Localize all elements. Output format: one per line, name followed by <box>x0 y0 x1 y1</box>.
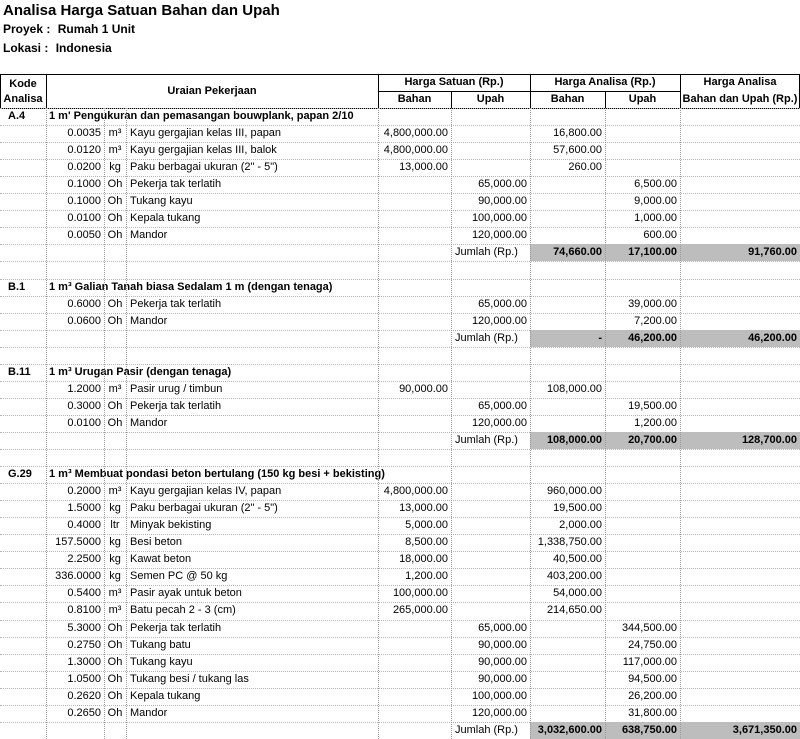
item-description: Kayu gergajian kelas IV, papan <box>130 485 282 498</box>
item-unit: Oh <box>107 416 123 429</box>
total-bahan: 3,032,600.00 <box>537 723 602 736</box>
total-upah: 20,700.00 <box>628 433 677 446</box>
header-col-border <box>680 74 681 108</box>
item-description: Tukang kayu <box>130 655 193 668</box>
harga-analisa-total-header-line2: Bahan dan Upah (Rp.) <box>682 93 798 105</box>
item-hs-bahan: 13,000.00 <box>399 502 448 515</box>
item-ha-bahan: 2,000.00 <box>559 519 602 532</box>
item-ha-upah: 9,000.00 <box>634 195 677 208</box>
item-unit: Oh <box>107 638 123 651</box>
item-coefficient: 0.4000 <box>67 519 101 532</box>
project-value: Rumah 1 Unit <box>57 22 136 36</box>
column-line <box>46 108 47 739</box>
item-ha-upah: 39,000.00 <box>628 297 677 310</box>
item-description: Besi beton <box>130 536 182 549</box>
item-hs-upah: 90,000.00 <box>478 672 527 685</box>
jumlah-label: Jumlah (Rp.) <box>455 331 518 344</box>
item-unit: Oh <box>107 297 123 310</box>
item-unit: m³ <box>108 587 122 600</box>
item-ha-bahan: 260.00 <box>568 161 602 174</box>
item-coefficient: 0.0100 <box>67 416 101 429</box>
item-coefficient: 0.1000 <box>67 195 101 208</box>
column-line <box>104 108 105 739</box>
item-description: Minyak bekisting <box>130 519 212 532</box>
item-coefficient: 0.2000 <box>67 485 101 498</box>
item-ha-bahan: 54,000.00 <box>553 587 602 600</box>
item-hs-upah: 100,000.00 <box>471 689 527 702</box>
item-ha-bahan: 57,600.00 <box>553 144 602 157</box>
item-coefficient: 0.0120 <box>67 144 101 157</box>
item-unit: m³ <box>108 144 122 157</box>
item-hs-upah: 100,000.00 <box>471 212 527 225</box>
item-unit: m³ <box>108 485 122 498</box>
hs-bahan-header: Bahan <box>397 93 432 105</box>
item-description: Batu pecah 2 - 3 (cm) <box>130 604 236 617</box>
item-description: Mandor <box>130 706 168 719</box>
harga-satuan-header: Harga Satuan (Rp.) <box>404 76 504 88</box>
total-upah: 638,750.00 <box>621 723 677 736</box>
item-coefficient: 2.2500 <box>67 553 101 566</box>
item-unit: Oh <box>107 212 123 225</box>
column-line <box>530 108 531 739</box>
item-coefficient: 0.0600 <box>67 314 101 327</box>
item-ha-upah: 94,500.00 <box>628 672 677 685</box>
location-label: Lokasi : <box>3 41 49 55</box>
item-coefficient: 0.0200 <box>67 161 101 174</box>
item-ha-upah: 31,800.00 <box>628 706 677 719</box>
item-hs-upah: 65,000.00 <box>478 399 527 412</box>
column-line <box>126 108 127 739</box>
item-hs-upah: 120,000.00 <box>471 706 527 719</box>
ha-upah-header: Upah <box>628 93 657 105</box>
header-col-border <box>46 74 47 108</box>
item-unit: kg <box>109 536 121 549</box>
item-hs-bahan: 5,000.00 <box>405 519 448 532</box>
item-coefficient: 0.2750 <box>67 638 101 651</box>
item-description: Pekerja tak terlatih <box>130 297 222 310</box>
item-hs-bahan: 8,500.00 <box>405 536 448 549</box>
item-description: Kayu gergajian kelas III, papan <box>130 127 282 140</box>
total-bahan: 108,000.00 <box>546 433 602 446</box>
item-description: Kayu gergajian kelas III, balok <box>130 144 277 157</box>
section-code: G.29 <box>8 468 32 481</box>
item-ha-upah: 26,200.00 <box>628 689 677 702</box>
grand-total: 128,700.00 <box>741 433 797 446</box>
item-coefficient: 0.1000 <box>67 178 101 191</box>
item-unit: kg <box>109 553 121 566</box>
item-coefficient: 0.0050 <box>67 229 101 242</box>
grand-total: 3,671,350.00 <box>732 723 797 736</box>
item-description: Pasir urug / timbun <box>130 382 223 395</box>
item-ha-upah: 1,000.00 <box>634 212 677 225</box>
item-unit: m³ <box>108 382 122 395</box>
item-description: Paku berbagai ukuran (2" - 5") <box>130 161 278 174</box>
item-hs-bahan: 4,800,000.00 <box>383 127 448 140</box>
hs-upah-header: Upah <box>476 93 505 105</box>
item-coefficient: 0.6000 <box>67 297 101 310</box>
item-hs-upah: 90,000.00 <box>478 638 527 651</box>
item-hs-upah: 90,000.00 <box>478 655 527 668</box>
item-description: Pekerja tak terlatih <box>130 399 222 412</box>
project-line <box>3 22 135 36</box>
item-hs-upah: 65,000.00 <box>478 178 527 191</box>
item-ha-upah: 7,200.00 <box>634 314 677 327</box>
item-unit: ltr <box>110 519 120 532</box>
item-ha-bahan: 214,650.00 <box>546 604 602 617</box>
item-unit: Oh <box>107 621 123 634</box>
project-label: Proyek : <box>3 22 51 36</box>
item-coefficient: 1.2000 <box>67 382 101 395</box>
harga-analisa-total-header: Harga Analisa <box>703 76 777 88</box>
kode-header: Kode <box>9 78 37 90</box>
item-hs-bahan: 100,000.00 <box>392 587 448 600</box>
item-ha-upah: 6,500.00 <box>634 178 677 191</box>
location-value: Indonesia <box>55 41 112 55</box>
item-ha-upah: 117,000.00 <box>622 655 677 668</box>
item-coefficient: 0.0035 <box>67 127 101 140</box>
header-col-border <box>378 74 379 108</box>
section-title: 1 m³ Membuat pondasi beton bertulang (150 kg besi + bekisting) <box>49 468 385 481</box>
item-unit: Oh <box>107 314 123 327</box>
item-unit: m³ <box>108 604 122 617</box>
item-coefficient: 1.3000 <box>67 655 101 668</box>
section-title: 1 m³ Urugan Pasir (dengan tenaga) <box>49 365 232 378</box>
item-ha-upah: 24,750.00 <box>628 638 677 651</box>
jumlah-label: Jumlah (Rp.) <box>455 246 518 259</box>
section-title: 1 m' Pengukuran dan pemasangan bouwplank, papan 2/10 <box>49 110 354 122</box>
item-unit: kg <box>109 161 121 174</box>
item-ha-bahan: 960,000.00 <box>546 485 602 498</box>
item-unit: Oh <box>107 399 123 412</box>
item-unit: Oh <box>107 672 123 685</box>
item-coefficient: 0.2620 <box>67 689 101 702</box>
harga-analisa-header: Harga Analisa (Rp.) <box>554 76 656 88</box>
page-title: Analisa Harga Satuan Bahan dan Upah <box>3 2 280 19</box>
item-hs-bahan: 90,000.00 <box>399 382 448 395</box>
item-unit: Oh <box>107 706 123 719</box>
item-description: Kawat beton <box>130 553 192 566</box>
item-hs-upah: 65,000.00 <box>478 297 527 310</box>
item-hs-bahan: 265,000.00 <box>392 604 448 617</box>
item-hs-bahan: 4,800,000.00 <box>383 144 448 157</box>
item-description: Tukang kayu <box>130 195 193 208</box>
item-description: Pasir ayak untuk beton <box>130 587 242 600</box>
item-coefficient: 1.0500 <box>67 672 101 685</box>
total-bahan: 74,660.00 <box>553 246 602 259</box>
item-coefficient: 0.0100 <box>67 212 101 225</box>
item-ha-upah: 600.00 <box>643 229 677 242</box>
item-ha-bahan: 108,000.00 <box>546 382 602 395</box>
column-line <box>605 108 606 739</box>
grand-total: 46,200.00 <box>748 331 797 344</box>
item-coefficient: 0.5400 <box>67 587 101 600</box>
item-ha-bahan: 19,500.00 <box>553 502 602 515</box>
item-coefficient: 0.2650 <box>67 706 101 719</box>
item-unit: Oh <box>107 655 123 668</box>
item-description: Mandor <box>130 416 168 429</box>
item-coefficient: 336.0000 <box>55 570 101 583</box>
location-line <box>3 41 112 55</box>
item-hs-upah: 120,000.00 <box>471 416 527 429</box>
section-code: B.11 <box>8 365 31 378</box>
item-coefficient: 157.5000 <box>55 536 101 549</box>
total-upah: 17,100.00 <box>628 246 677 259</box>
item-unit: m³ <box>108 127 122 140</box>
section-title: 1 m³ Galian Tanah biasa Sedalam 1 m (dengan tenaga) <box>49 280 333 293</box>
item-unit: Oh <box>107 178 123 191</box>
section-code: B.1 <box>8 280 26 293</box>
item-description: Tukang besi / tukang las <box>130 672 249 685</box>
item-hs-bahan: 13,000.00 <box>399 161 448 174</box>
kode-header-line2: Analisa <box>3 93 43 105</box>
jumlah-label: Jumlah (Rp.) <box>455 433 518 446</box>
item-unit: Oh <box>107 229 123 242</box>
item-unit: Oh <box>107 195 123 208</box>
item-coefficient: 1.5000 <box>67 502 101 515</box>
item-coefficient: 0.8100 <box>67 604 101 617</box>
item-coefficient: 5.3000 <box>67 621 101 634</box>
item-ha-bahan: 16,800.00 <box>553 127 602 140</box>
item-hs-upah: 120,000.00 <box>471 229 527 242</box>
item-description: Mandor <box>130 314 168 327</box>
item-ha-bahan: 1,338,750.00 <box>537 536 602 549</box>
item-ha-upah: 344,500.00 <box>621 621 677 634</box>
section-code: A.4 <box>8 110 26 122</box>
column-line <box>451 108 452 739</box>
item-description: Semen PC @ 50 kg <box>130 570 228 583</box>
item-description: Pekerja tak terlatih <box>130 621 222 634</box>
item-ha-upah: 1,200.00 <box>634 416 677 429</box>
item-description: Kepala tukang <box>130 212 201 225</box>
item-unit: Oh <box>107 689 123 702</box>
header-col-border <box>605 91 606 108</box>
item-hs-upah: 90,000.00 <box>478 195 527 208</box>
item-ha-upah: 19,500.00 <box>628 399 677 412</box>
item-hs-bahan: 4,800,000.00 <box>383 485 448 498</box>
grand-total: 91,760.00 <box>748 246 797 259</box>
header-col-border <box>451 91 452 108</box>
jumlah-label: Jumlah (Rp.) <box>455 723 518 736</box>
total-upah: 46,200.00 <box>628 331 677 344</box>
column-line <box>680 108 681 739</box>
item-coefficient: 0.3000 <box>67 399 101 412</box>
item-hs-bahan: 18,000.00 <box>399 553 448 566</box>
item-ha-bahan: 40,500.00 <box>553 553 602 566</box>
item-unit: kg <box>109 570 121 583</box>
header-col-border <box>0 74 1 108</box>
item-description: Kepala tukang <box>130 689 201 702</box>
item-description: Tukang batu <box>130 638 191 651</box>
item-hs-bahan: 1,200.00 <box>405 570 448 583</box>
item-hs-upah: 120,000.00 <box>471 314 527 327</box>
header-col-border <box>530 74 531 108</box>
ha-bahan-header: Bahan <box>550 93 585 105</box>
item-description: Paku berbagai ukuran (2" - 5") <box>130 502 278 515</box>
item-hs-upah: 65,000.00 <box>478 621 527 634</box>
uraian-header: Uraian Pekerjaan <box>167 85 257 97</box>
item-ha-bahan: 403,200.00 <box>546 570 602 583</box>
item-unit: kg <box>109 502 121 515</box>
item-description: Mandor <box>130 229 168 242</box>
item-description: Pekerja tak terlatih <box>130 178 222 191</box>
total-bahan: - <box>598 331 602 344</box>
column-line <box>378 108 379 739</box>
